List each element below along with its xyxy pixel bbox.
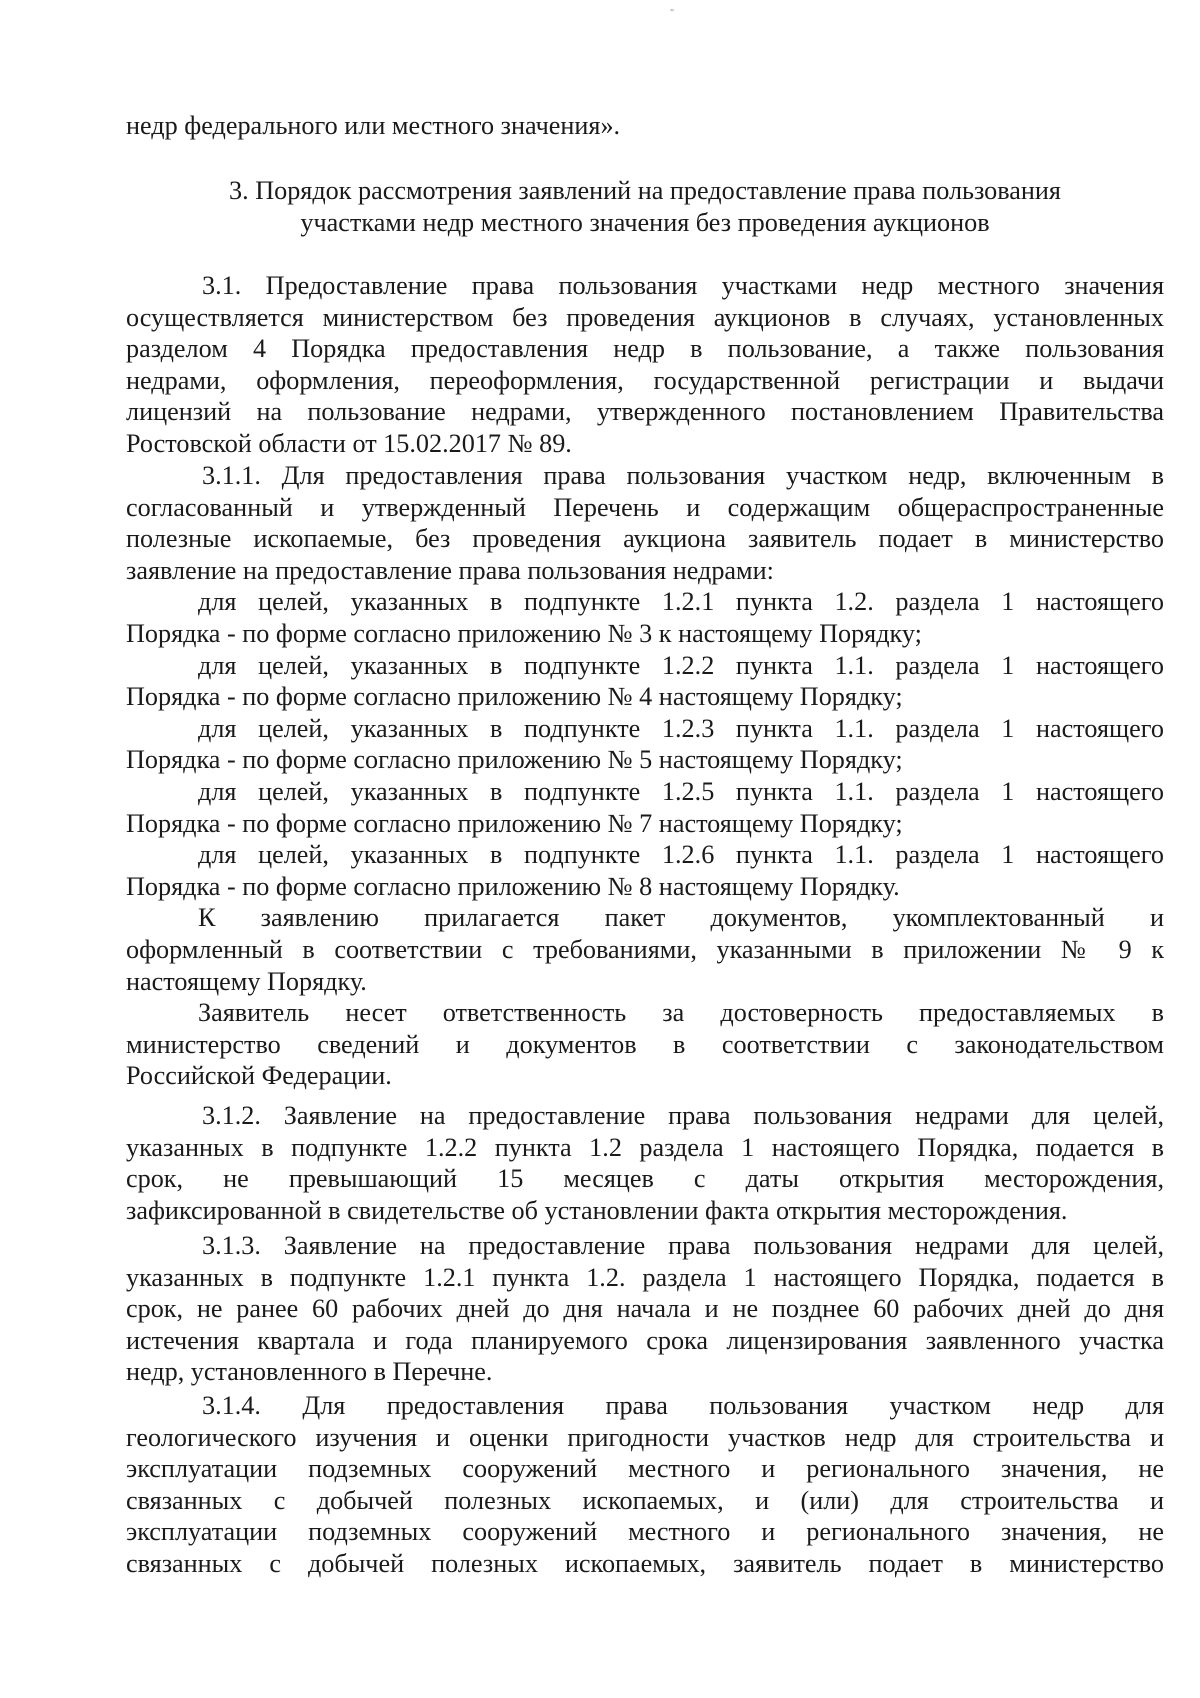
text-line: зафиксированной в свидетельстве об установлении факта открытия месторождения. [126,1195,1068,1225]
para-3-1-1 [126,460,1164,1092]
para-3-1-3 [126,1230,1164,1388]
text-line: Заявитель несет ответственность за достоверность предоставляемых в [198,998,1164,1028]
text-line: 3.1.3. Заявление на предоставление права пользования недрами для целей, [202,1231,1164,1260]
text-line: Ростовской области от 15.02.2017 № 89. [126,428,572,458]
text-line: связанных с добычей полезных ископаемых, заявитель подает в министерство [126,1548,1164,1578]
text-line: указанных в подпункте 1.2.2 пункта 1.2 раздела 1 настоящего Порядка, подается в [126,1132,1164,1162]
text-line: оформленный в соответствии с требованиями, указанными в приложении № 9 к [126,934,1164,964]
text-line: полезные ископаемые, без проведения аукциона заявитель подает в министерство [126,524,1164,554]
intro-line: недр федерального или местного значения». [126,111,621,140]
intro-text [126,110,1164,142]
text-line: истечения квартала и года планируемого срока лицензирования заявленного участка [126,1325,1164,1355]
text-line: К заявлению прилагается пакет документов, укомплектованный и [198,903,1164,933]
text-line: геологического изучения и оценки пригодности участков недр для строительства и [126,1422,1164,1452]
text-line: недрами, оформления, переоформления, государственной регистрации и выдачи [126,365,1164,395]
text-line: недр, установленного в Перечне. [126,1357,493,1387]
text-line: 3.1. Предоставление права пользования участками недр местного значения [202,271,1164,300]
para-3-1-2 [126,1100,1164,1226]
text-line: Порядка - по форме согласно приложению № 8 настоящему Порядку. [126,871,900,901]
section-title-line: 3. Порядок рассмотрения заявлений на предоставление права пользования [229,176,1061,205]
text-line: лицензий на пользование недрами, утвержденного постановлением Правительства [126,397,1164,427]
text-line: 3.1.1. Для предоставления права пользования участком недр, включенным в [202,461,1164,490]
page-mark: " [670,8,675,19]
text-line: 3.1.2. Заявление на предоставление права пользования недрами для целей, [202,1101,1164,1130]
text-line: разделом 4 Порядка предоставления недр в пользование, а также пользования [126,334,1164,364]
section-title-line: участками недр местного значения без проведения аукционов [300,207,990,237]
text-line: эксплуатации подземных сооружений местного и регионального значения, не [126,1454,1164,1484]
para-3-1-4 [126,1390,1164,1580]
text-line: для целей, указанных в подпункте 1.2.1 пункта 1.2. раздела 1 настоящего [198,587,1164,617]
text-line: срок, не превышающий 15 месяцев с даты открытия месторождения, [126,1164,1164,1194]
text-line: Российской Федерации. [126,1061,392,1091]
text-line: указанных в подпункте 1.2.1 пункта 1.2. раздела 1 настоящего Порядка, подается в [126,1262,1164,1292]
text-line: осуществляется министерством без проведения аукционов в случаях, установленных [126,302,1164,332]
text-line: Порядка - по форме согласно приложению № 5 настоящему Порядку; [126,745,903,775]
text-line: связанных с добычей полезных ископаемых, и (или) для строительства и [126,1485,1164,1515]
section-title [140,175,1150,238]
text-line: для целей, указанных в подпункте 1.2.2 пункта 1.1. раздела 1 настоящего [198,650,1164,680]
text-line: настоящему Порядку. [126,966,367,996]
text-line: для целей, указанных в подпункте 1.2.5 пункта 1.1. раздела 1 настоящего [198,776,1164,806]
para-3-1 [126,270,1164,460]
text-line: согласованный и утвержденный Перечень и содержащим общераспространенные [126,492,1164,522]
text-line: срок, не ранее 60 рабочих дней до дня начала и не позднее 60 рабочих дней до дня [126,1294,1164,1324]
text-line: Порядка - по форме согласно приложению № 7 настоящему Порядку; [126,808,903,838]
text-line: для целей, указанных в подпункте 1.2.3 пункта 1.1. раздела 1 настоящего [198,713,1164,743]
text-line: 3.1.4. Для предоставления права пользования участком недр для [202,1391,1164,1420]
text-line: для целей, указанных в подпункте 1.2.6 пункта 1.1. раздела 1 настоящего [198,840,1164,870]
text-line: эксплуатации подземных сооружений местного и регионального значения, не [126,1517,1164,1547]
text-line: министерство сведений и документов в соответствии с законодательством [126,1029,1164,1059]
text-line: Порядка - по форме согласно приложению № 3 к настоящему Порядку; [126,618,922,648]
text-line: Порядка - по форме согласно приложению № 4 настоящему Порядку; [126,682,903,712]
text-line: заявление на предоставление права пользования недрами: [126,555,774,585]
